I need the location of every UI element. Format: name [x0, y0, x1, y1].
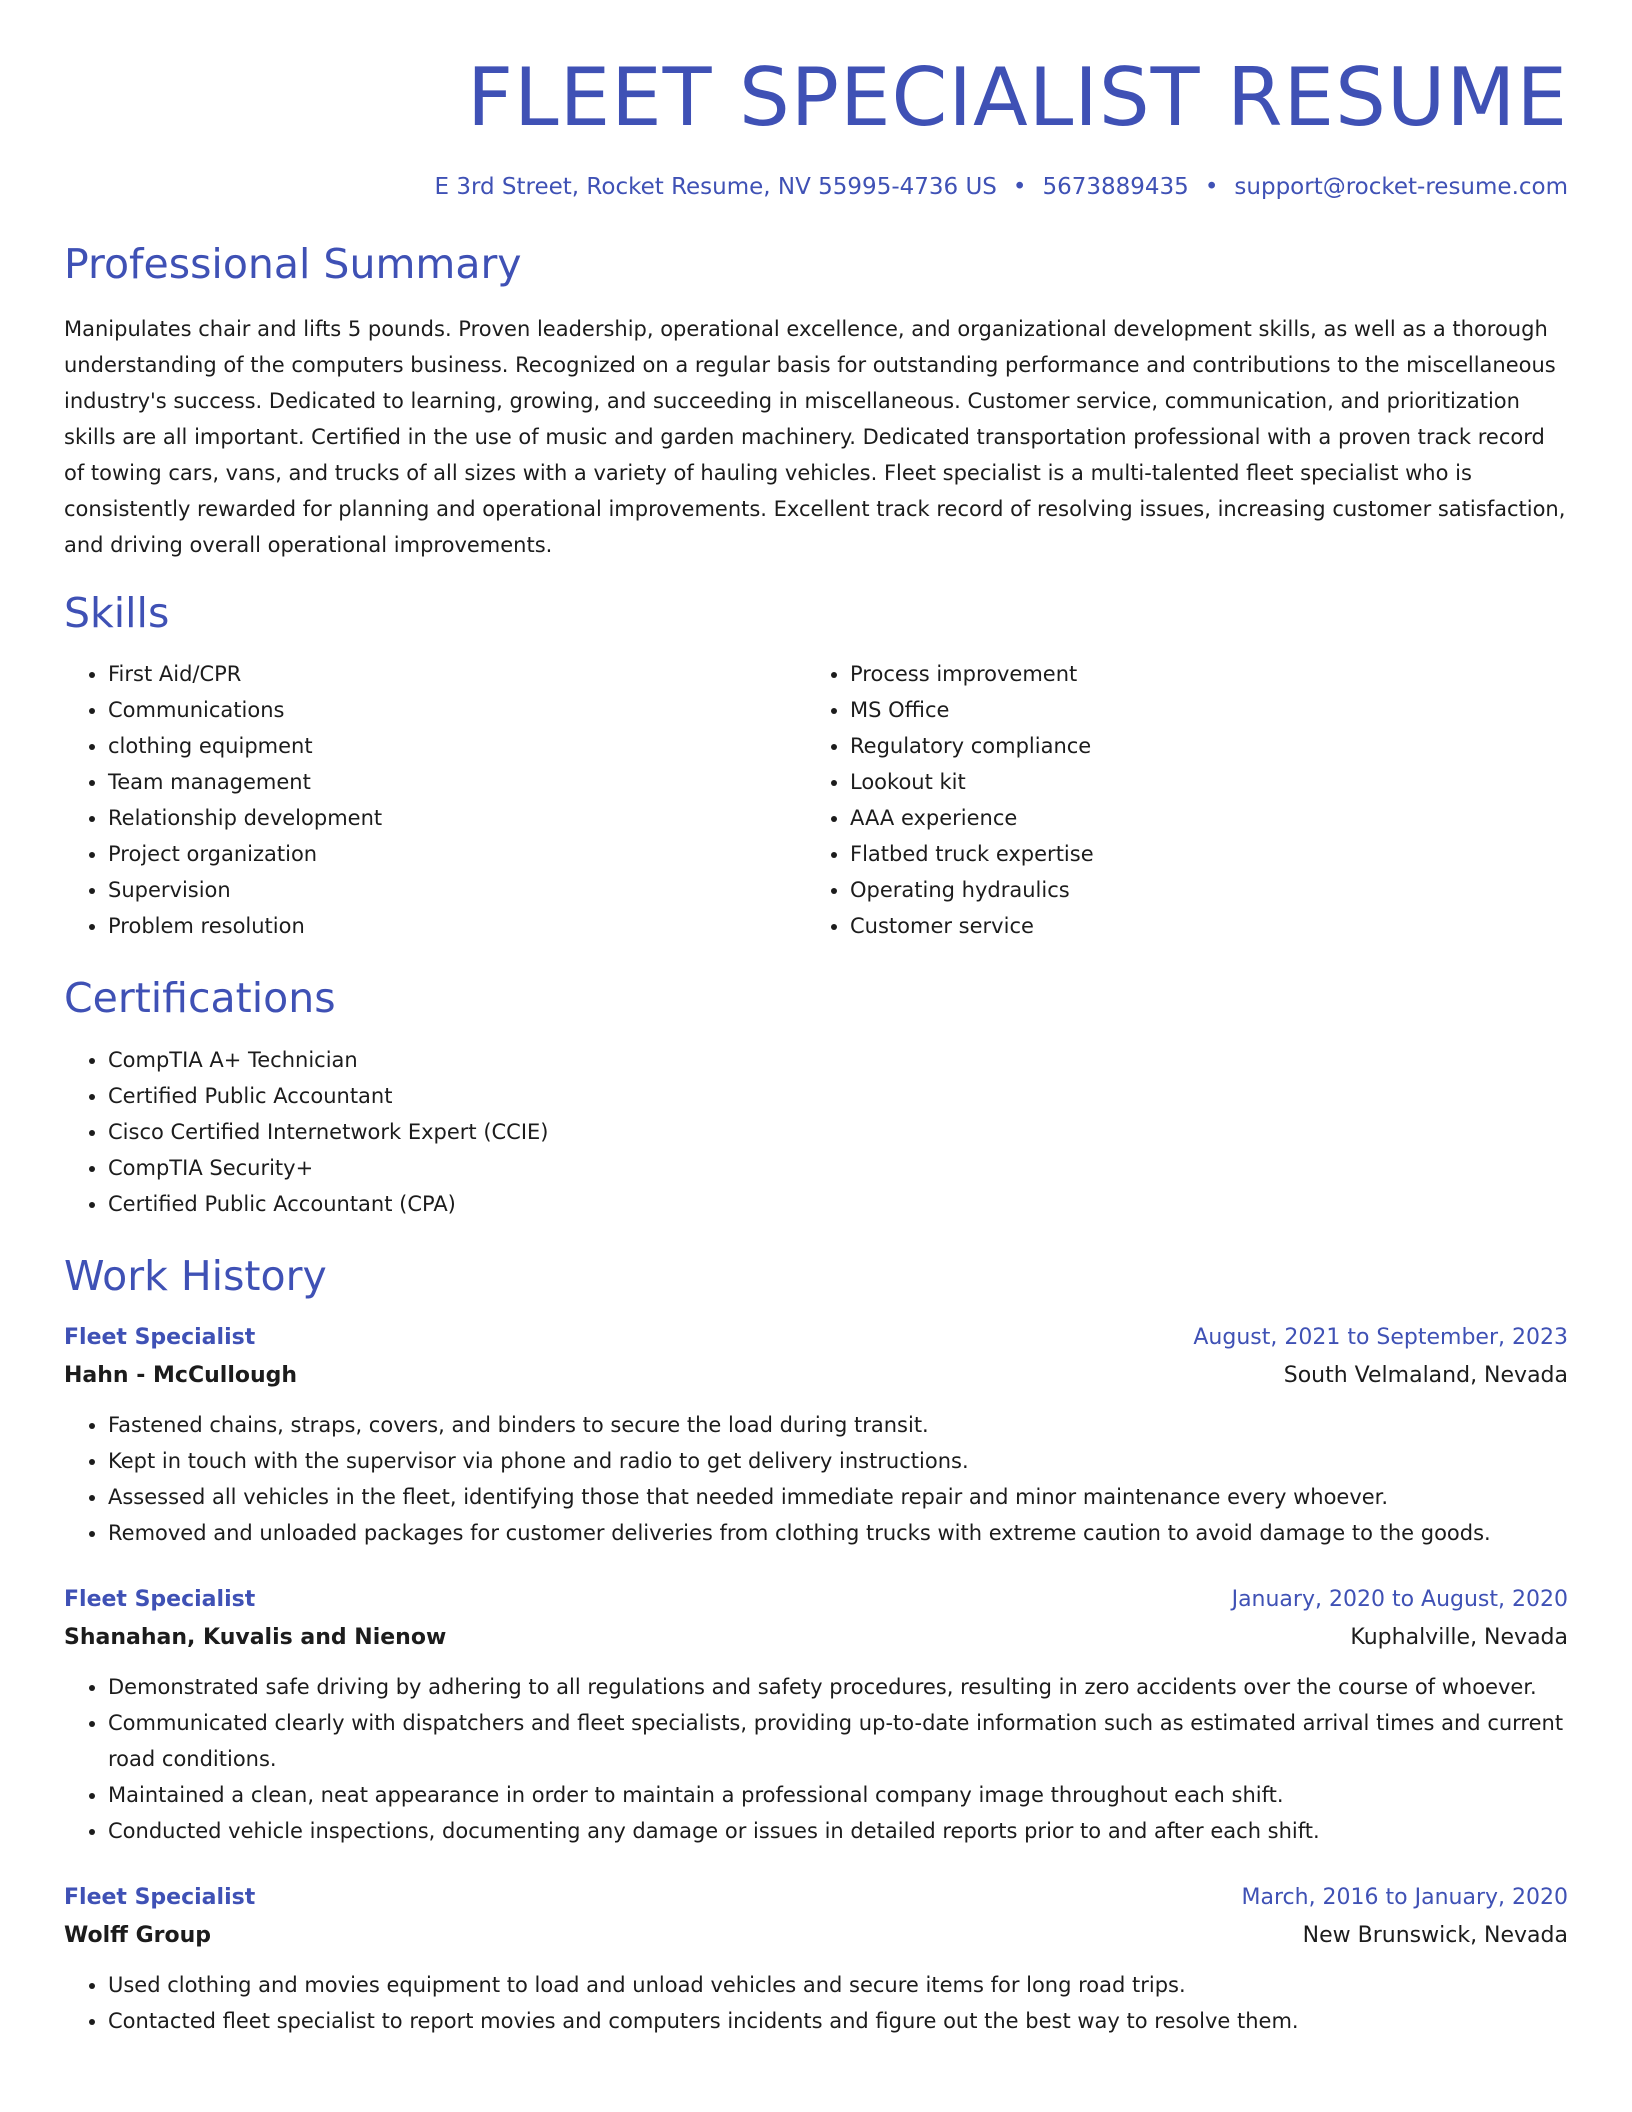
- certification-item: • Cisco Certified Internetwork Expert (CCIE): [108, 1114, 1568, 1150]
- skill-item: • Lookout kit: [850, 764, 1548, 800]
- job-entry: [64, 1581, 1568, 1849]
- skill-item: • Project organization: [108, 836, 806, 872]
- job-bullet: • Kept in touch with the supervisor via phone and radio to get delivery instructions.: [108, 1443, 1568, 1479]
- job-location: South Velmaland, Nevada: [1283, 1362, 1568, 1388]
- skill-item: • Operating hydraulics: [850, 872, 1548, 908]
- contact-phone: 5673889435: [1042, 174, 1189, 200]
- job-bullet: • Assessed all vehicles in the fleet, identifying those that needed immediate repair and minor maintenance every whoever.: [108, 1479, 1568, 1515]
- skill-item: • Regulatory compliance: [850, 728, 1548, 764]
- contact-email: support@rocket-resume.com: [1234, 174, 1568, 200]
- job-company: Hahn - McCullough: [64, 1362, 298, 1388]
- job-company-row: [64, 1917, 1568, 1955]
- job-bullet: • Conducted vehicle inspections, documenting any damage or issues in detailed reports prior to and after each shift.: [108, 1813, 1568, 1849]
- job-company: Shanahan, Kuvalis and Nienow: [64, 1624, 447, 1650]
- certification-item: • Certified Public Accountant (CPA): [108, 1186, 1568, 1222]
- skill-item: • Problem resolution: [108, 908, 806, 944]
- job-header-row: [64, 1879, 1568, 1917]
- skill-item: • Team management: [108, 764, 806, 800]
- job-bullet: • Maintained a clean, neat appearance in order to maintain a professional company image throughout each shift.: [108, 1777, 1568, 1813]
- job-dates: August, 2021 to September, 2023: [1193, 1324, 1568, 1350]
- skills-list-left: [64, 656, 806, 944]
- job-bullet: • Fastened chains, straps, covers, and binders to secure the load during transit.: [108, 1407, 1568, 1443]
- contact-separator: •: [1012, 174, 1027, 200]
- work-history-heading: Work History: [64, 1251, 327, 1300]
- certifications-heading: Certifications: [64, 974, 336, 1023]
- job-company: Wolff Group: [64, 1922, 212, 1948]
- job-company-row: [64, 1357, 1568, 1395]
- job-bullets: [64, 1669, 1568, 1849]
- skill-item: • Relationship development: [108, 800, 806, 836]
- contact-separator: •: [1204, 174, 1219, 200]
- skill-item: • First Aid/CPR: [108, 656, 806, 692]
- skill-item: • Customer service: [850, 908, 1548, 944]
- skills-grid: [64, 656, 1568, 944]
- job-dates: January, 2020 to August, 2020: [1231, 1586, 1568, 1612]
- job-company-row: [64, 1619, 1568, 1657]
- job-bullet: • Communicated clearly with dispatchers and fleet specialists, providing up-to-date information such as estimated arrival times and current road conditions.: [108, 1705, 1568, 1777]
- certification-item: • CompTIA Security+: [108, 1150, 1568, 1186]
- job-header-row: [64, 1581, 1568, 1619]
- certification-item: • Certified Public Accountant: [108, 1078, 1568, 1114]
- certification-item: • CompTIA A+ Technician: [108, 1042, 1568, 1078]
- summary-text: Manipulates chair and lifts 5 pounds. Proven leadership, operational excellence, and organizational development skills, as well as a thorough understanding of the computers business. Recognized on a regular basis for outstanding performance and contributions to the miscellaneous industry's success. Dedicated to learning, growing, and succeeding in miscellaneous. Customer service, communication, and prioritization skills are all important. Certified in the use of music and garden machinery. Dedicated transportation professional with a proven track record of towing cars, vans, and trucks of all sizes with a variety of hauling vehicles. Fleet specialist is a multi-talented fleet specialist who is consistently rewarded for planning and operational improvements. Excellent track record of resolving issues, increasing customer satisfaction, and driving overall operational improvements.: [64, 317, 1566, 558]
- job-title: Fleet Specialist: [64, 1884, 256, 1910]
- job-header-row: [64, 1319, 1568, 1357]
- contact-line: [64, 174, 1568, 200]
- skill-item: • Flatbed truck expertise: [850, 836, 1548, 872]
- job-bullets: [64, 1967, 1568, 2039]
- job-entry: [64, 1879, 1568, 2039]
- skill-item: • Process improvement: [850, 656, 1548, 692]
- certifications-list: [64, 1042, 1568, 1222]
- contact-address: E 3rd Street, Rocket Resume, NV 55995-4736 US: [434, 174, 997, 200]
- skill-item: • clothing equipment: [108, 728, 806, 764]
- skills-list-right: [806, 656, 1548, 944]
- job-bullets: [64, 1407, 1568, 1551]
- job-title: Fleet Specialist: [64, 1586, 256, 1612]
- job-title: Fleet Specialist: [64, 1324, 256, 1350]
- skill-item: • AAA experience: [850, 800, 1548, 836]
- resume-title: FLEET SPECIALIST RESUME: [466, 51, 1568, 144]
- job-location: New Brunswick, Nevada: [1302, 1922, 1568, 1948]
- summary-heading: Professional Summary: [64, 240, 522, 288]
- job-location: Kuphalville, Nevada: [1350, 1624, 1568, 1650]
- job-bullet: • Contacted fleet specialist to report movies and computers incidents and figure out the best way to resolve them.: [108, 2003, 1568, 2039]
- skill-item: • Communications: [108, 692, 806, 728]
- job-bullet: • Removed and unloaded packages for customer deliveries from clothing trucks with extreme caution to avoid damage to the goods.: [108, 1515, 1568, 1551]
- skills-heading: Skills: [64, 589, 170, 638]
- skill-item: • MS Office: [850, 692, 1548, 728]
- job-bullet: • Used clothing and movies equipment to load and unload vehicles and secure items for long road trips.: [108, 1967, 1568, 2003]
- resume-page: [64, 0, 1568, 2039]
- skill-item: • Supervision: [108, 872, 806, 908]
- job-dates: March, 2016 to January, 2020: [1241, 1884, 1568, 1910]
- job-bullet: • Demonstrated safe driving by adhering to all regulations and safety procedures, resulting in zero accidents over the course of whoever.: [108, 1669, 1568, 1705]
- job-entry: [64, 1319, 1568, 1551]
